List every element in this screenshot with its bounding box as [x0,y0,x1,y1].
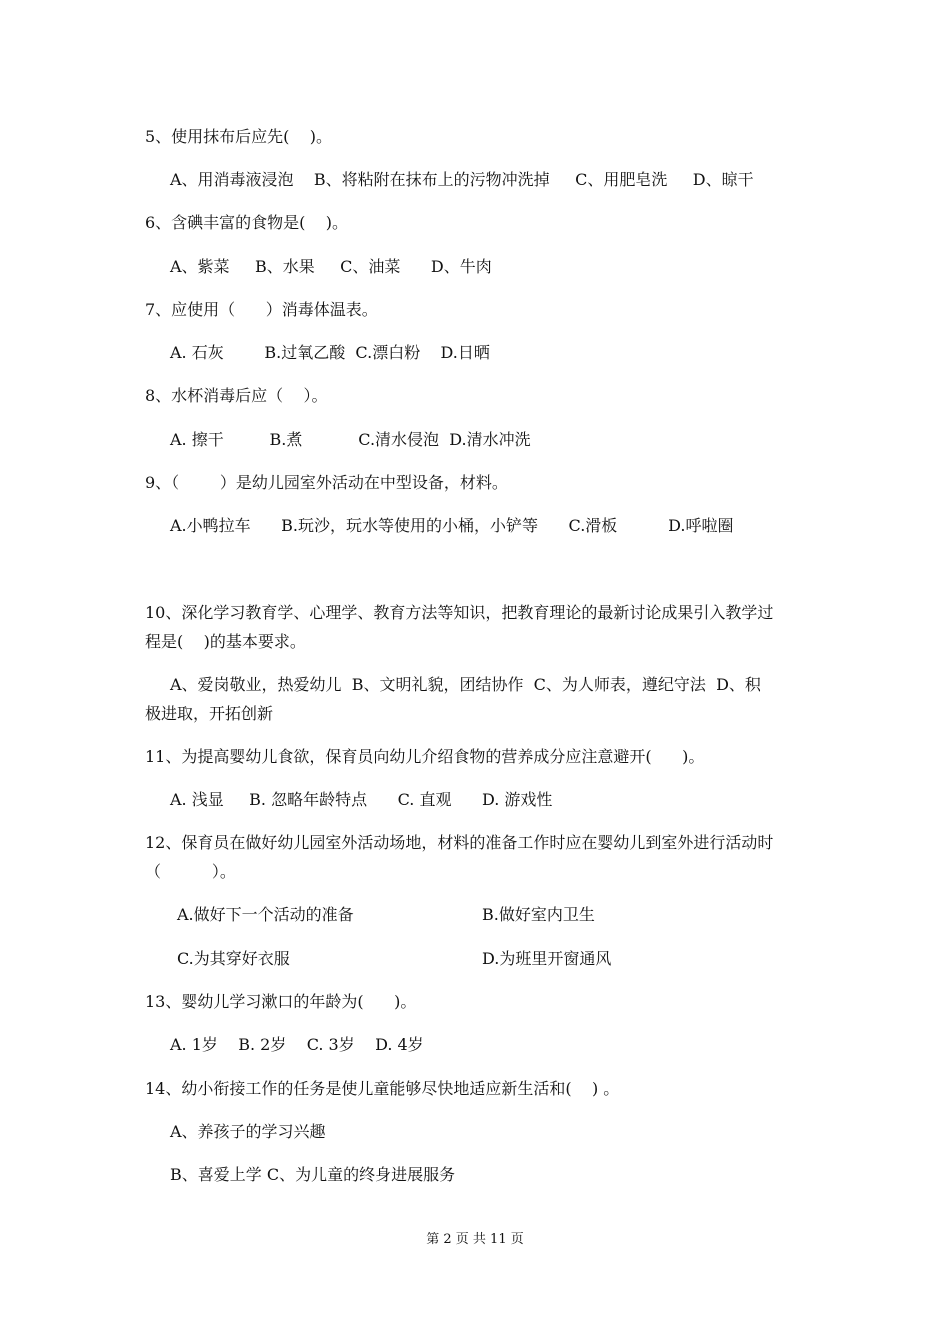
question-5-options: A、用消毒液浸泡 B、将粘附在抹布上的污物冲洗掉 C、用肥皂洗 D、晾干 [170,170,754,189]
question-10-stem-line2: 程是( )的基本要求。 [145,632,306,651]
question-12-stem-line1: 12、保育员在做好幼儿园室外活动场地，材料的准备工作时应在婴幼儿到室外进行活动时 [145,833,774,852]
question-11-options: A. 浅显 B. 忽略年龄特点 C. 直观 D. 游戏性 [170,790,553,809]
question-10-options-line2: 极进取，开拓创新 [145,704,274,723]
page-footer: 第 2 页 共 11 页 [426,1232,524,1247]
question-6-stem: 6、含碘丰富的食物是( )。 [145,213,349,232]
question-7-options: A. 石灰 B.过氧乙酸 C.漂白粉 D.日晒 [170,343,490,362]
question-8-stem: 8、水杯消毒后应（ ）。 [145,386,328,405]
question-7-stem: 7、应使用（ ）消毒体温表。 [145,300,378,319]
question-14-option-a: A、养孩子的学习兴趣 [170,1122,326,1141]
question-8-options: A. 擦干 B.煮 C.清水侵泡 D.清水冲洗 [170,430,531,449]
question-12-stem-line2: （ ）。 [145,862,236,881]
question-9-options: A.小鸭拉车 B.玩沙，玩水等使用的小桶，小铲等 C.滑板 D.呼啦圈 [170,516,734,535]
question-13-stem: 13、婴幼儿学习漱口的年龄为( )。 [145,992,417,1011]
question-12-option-d: D.为班里开窗通风 [482,949,612,968]
question-12-option-b: B.做好室内卫生 [482,905,595,924]
question-5-stem: 5、使用抹布后应先( )。 [145,127,333,146]
question-10-stem-line1: 10、深化学习教育学、心理学、教育方法等知识，把教育理论的最新讨论成果引入教学过 [145,603,774,622]
question-10-options-line1: A、爱岗敬业，热爱幼儿 B、文明礼貌，团结协作 C、为人师表，遵纪守法 D、积 [170,675,761,694]
question-6-options: A、紫菜 B、水果 C、油菜 D、牛肉 [170,257,492,276]
question-14-option-bc: B、喜爱上学 C、为儿童的终身进展服务 [170,1165,456,1184]
question-13-options: A. 1岁 B. 2岁 C. 3岁 D. 4岁 [170,1035,424,1054]
question-12-option-c: C.为其穿好衣服 [177,949,290,968]
question-11-stem: 11、为提高婴幼儿食欲，保育员向幼儿介绍食物的营养成分应注意避开( )。 [145,747,705,766]
question-12-option-a: A.做好下一个活动的准备 [177,905,354,924]
question-9-stem: 9、（ ）是幼儿园室外活动在中型设备，材料。 [145,473,508,492]
question-14-stem: 14、幼小衔接工作的任务是使儿童能够尽快地适应新生活和( ) 。 [145,1079,620,1098]
